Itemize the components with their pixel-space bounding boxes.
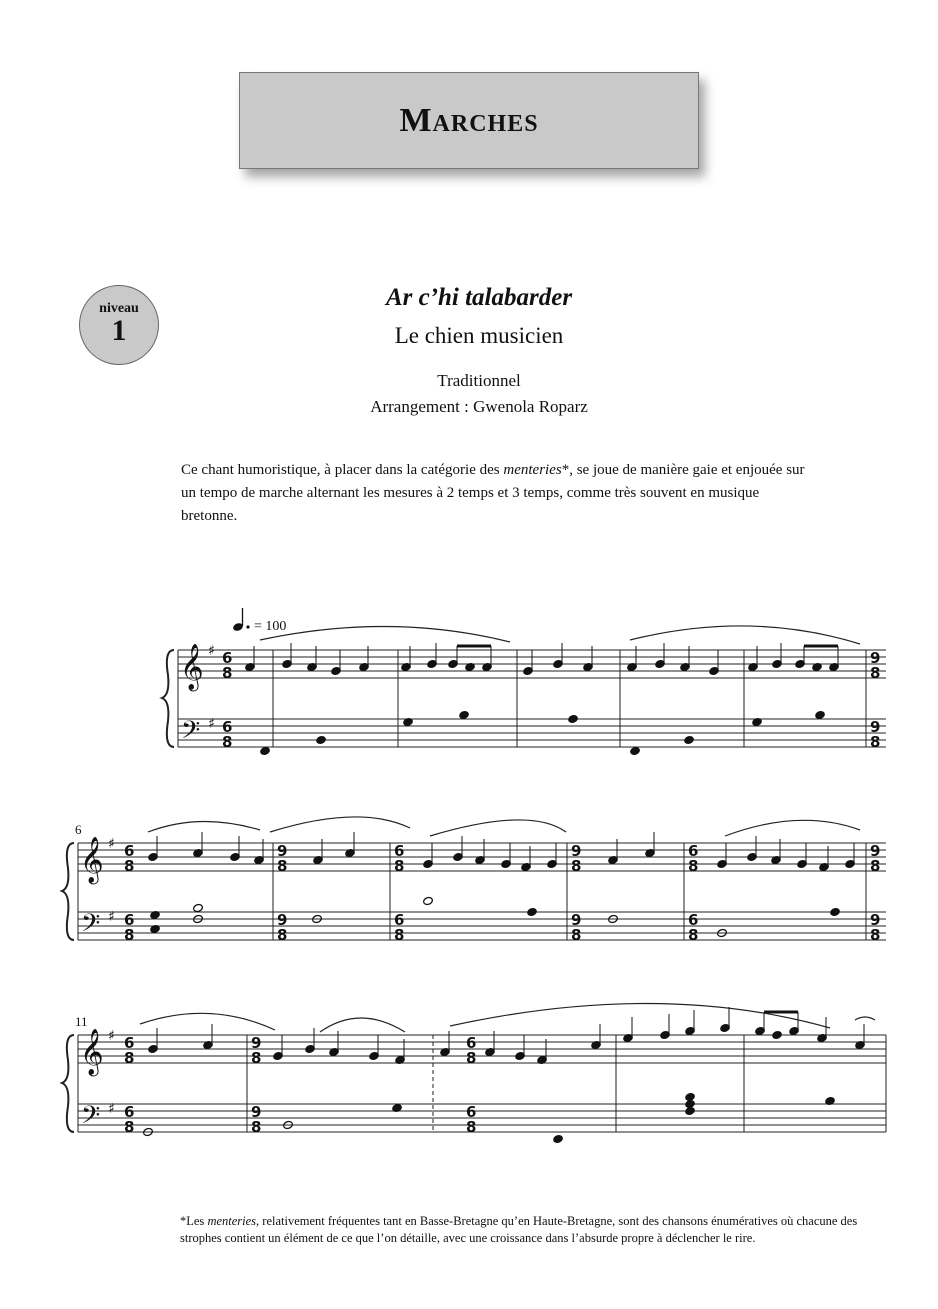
intro-emphasis: menteries bbox=[503, 462, 562, 478]
svg-text:9: 9 bbox=[870, 911, 881, 929]
svg-text:9: 9 bbox=[571, 911, 582, 929]
svg-text:6: 6 bbox=[688, 842, 699, 860]
footnote-text-start: *Les bbox=[180, 1214, 208, 1228]
svg-text:8: 8 bbox=[277, 857, 288, 875]
svg-text:8: 8 bbox=[870, 664, 881, 682]
composer: Traditionnel bbox=[437, 371, 521, 390]
svg-text:8: 8 bbox=[870, 857, 881, 875]
svg-text:8: 8 bbox=[124, 926, 135, 944]
svg-text:9: 9 bbox=[277, 911, 288, 929]
svg-text:6: 6 bbox=[222, 718, 233, 736]
svg-text:9: 9 bbox=[870, 718, 881, 736]
svg-text:9: 9 bbox=[251, 1034, 262, 1052]
svg-text:8: 8 bbox=[251, 1049, 262, 1067]
svg-text:6: 6 bbox=[466, 1103, 477, 1121]
measure-number-11: 11 bbox=[75, 1014, 88, 1029]
svg-text:8: 8 bbox=[124, 1118, 135, 1136]
svg-text:8: 8 bbox=[870, 926, 881, 944]
sharp-2b: ♯ bbox=[108, 909, 115, 925]
bass-staff-2 bbox=[78, 912, 886, 940]
arranger: Arrangement : Gwenola Roparz bbox=[370, 397, 588, 416]
svg-text:9: 9 bbox=[870, 649, 881, 667]
svg-text:8: 8 bbox=[394, 857, 405, 875]
treble-clef-3: 𝄞 bbox=[80, 1029, 104, 1075]
song-title: Ar c’hi talabarder bbox=[385, 284, 573, 311]
slurs-system-2 bbox=[148, 817, 860, 836]
notes-system-2 bbox=[148, 832, 856, 938]
svg-text:8: 8 bbox=[466, 1118, 477, 1136]
svg-text:8: 8 bbox=[251, 1118, 262, 1136]
bass-clef-1: 𝄢 bbox=[181, 716, 201, 751]
section-title: Marches bbox=[399, 101, 539, 139]
sharp-2a: ♯ bbox=[108, 836, 115, 852]
slurs-system-1 bbox=[260, 626, 860, 644]
measure-number-6: 6 bbox=[75, 822, 82, 837]
svg-text:8: 8 bbox=[571, 926, 582, 944]
footnote-text-end: , relativement fréquentes tant en Basse-Bretagne qu’en Haute-Bretagne, sont des chansons énumératives où chacune des strophes contient un élément de ce que l’on détaille, avec une croissance dans l’absurde propre à déclencher le rire. bbox=[180, 1214, 858, 1245]
tempo-marking bbox=[232, 608, 286, 634]
svg-text:8: 8 bbox=[222, 733, 233, 751]
svg-text:8: 8 bbox=[870, 733, 881, 751]
treble-clef-2: 𝄞 bbox=[80, 837, 104, 883]
intro-text-start: Ce chant humoristique, à placer dans la catégorie des bbox=[181, 462, 504, 478]
footnote-emphasis: menteries bbox=[207, 1214, 257, 1228]
level-label: niveau bbox=[99, 301, 139, 316]
bass-clef-2: 𝄢 bbox=[81, 909, 101, 944]
svg-text:6: 6 bbox=[124, 1034, 135, 1052]
svg-text:6: 6 bbox=[124, 842, 135, 860]
svg-text:8: 8 bbox=[394, 926, 405, 944]
svg-text:9: 9 bbox=[571, 842, 582, 860]
svg-text:6: 6 bbox=[466, 1034, 477, 1052]
treble-staff-3 bbox=[78, 1035, 886, 1063]
svg-text:8: 8 bbox=[688, 926, 699, 944]
svg-text:6: 6 bbox=[124, 1103, 135, 1121]
svg-text:8: 8 bbox=[222, 664, 233, 682]
music-score bbox=[60, 600, 890, 1160]
sharp-1b: ♯ bbox=[208, 716, 215, 732]
footnote bbox=[180, 1213, 870, 1247]
svg-text:6: 6 bbox=[394, 911, 405, 929]
svg-text:6: 6 bbox=[222, 649, 233, 667]
slurs-system-3 bbox=[140, 1003, 875, 1032]
svg-text:6: 6 bbox=[124, 911, 135, 929]
level-number: 1 bbox=[111, 314, 127, 347]
svg-text:9: 9 bbox=[251, 1103, 262, 1121]
song-subtitle: Le chien musicien bbox=[394, 323, 564, 348]
bass-staff-3 bbox=[78, 1104, 886, 1132]
intro-text-end: *, se joue de manière gaie et enjouée sur un tempo de marche alternant les mesures à 2 temps et 3 temps, comme très souvent en musique bretonne. bbox=[181, 462, 805, 524]
svg-text:6: 6 bbox=[394, 842, 405, 860]
svg-text:6: 6 bbox=[688, 911, 699, 929]
svg-text:8: 8 bbox=[688, 857, 699, 875]
sharp-3b: ♯ bbox=[108, 1101, 115, 1117]
system-3 bbox=[78, 1035, 886, 1132]
svg-text:8: 8 bbox=[277, 926, 288, 944]
section-banner bbox=[239, 72, 699, 169]
brace-3 bbox=[62, 1035, 74, 1132]
brace-2 bbox=[62, 843, 74, 940]
svg-text:8: 8 bbox=[466, 1049, 477, 1067]
sharp-3a: ♯ bbox=[108, 1028, 115, 1044]
svg-text:9: 9 bbox=[870, 842, 881, 860]
sharp-1a: ♯ bbox=[208, 643, 215, 659]
notes-system-1 bbox=[245, 643, 840, 756]
level-badge bbox=[79, 285, 159, 365]
treble-clef-1: 𝄞 bbox=[180, 644, 204, 690]
tempo-text: = 100 bbox=[254, 619, 287, 634]
svg-text:8: 8 bbox=[124, 1049, 135, 1067]
svg-text:8: 8 bbox=[124, 857, 135, 875]
bass-staff-1 bbox=[178, 719, 886, 747]
intro-paragraph bbox=[181, 459, 811, 528]
svg-text:9: 9 bbox=[277, 842, 288, 860]
svg-text:8: 8 bbox=[571, 857, 582, 875]
brace-1 bbox=[162, 650, 174, 747]
bass-clef-3: 𝄢 bbox=[81, 1101, 101, 1136]
